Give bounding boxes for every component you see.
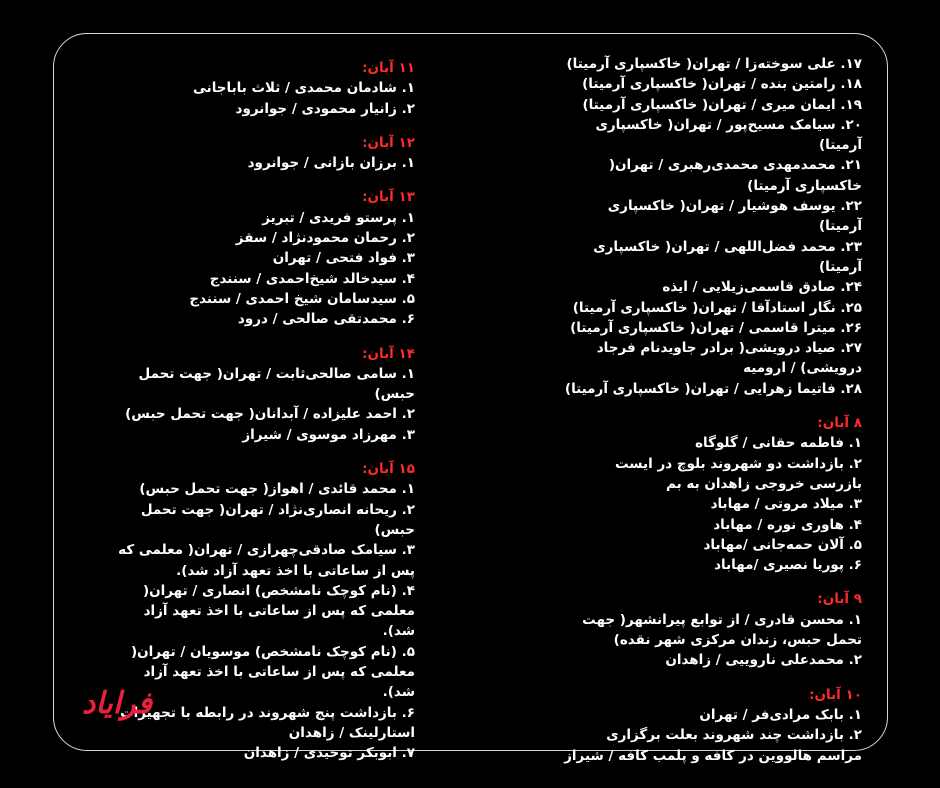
list-item: ۱۹. ایمان میری / تهران( خاکسپاری آرمیتا) bbox=[582, 96, 862, 113]
list-item: ۱. شادمان محمدی / ثلاث باباجانی bbox=[192, 80, 415, 97]
list-item: ۲۳. محمد فضل‌اللهی / تهران( خاکسپاری آرمیتا) bbox=[593, 238, 862, 275]
list-item: ۱. محمد قائدی / اهواز( جهت تحمل حبس) bbox=[139, 481, 415, 498]
section-aban-13 bbox=[115, 187, 415, 329]
section-title: ۸ آبان: bbox=[817, 415, 862, 432]
list-item: ۷. ابوبکر توحیدی / زاهدان bbox=[243, 745, 415, 762]
list-item: ۳. میلاد مروتی / مهاباد bbox=[710, 496, 862, 513]
list-item: ۳. فواد فتحی / تهران bbox=[272, 250, 415, 267]
list-item: ۵. (نام کوچک نامشخص) موسویان / تهران( معلمی که پس از ساعاتی با اخذ تعهد آزاد شد). bbox=[130, 643, 415, 701]
list-item: ۴. سیدخالد شیخ‌احمدی / سنندج bbox=[209, 270, 415, 287]
list-item: ۱. برزان بازانی / جوانرود bbox=[247, 155, 415, 172]
right-column bbox=[562, 54, 862, 780]
list-item: ۲. زانیار محمودی / جوانرود bbox=[235, 100, 415, 117]
list-item: ۵. آلان حمه‌جانی /مهاباد bbox=[703, 536, 862, 553]
list-item: ۱. پرستو فریدی / تبریز bbox=[262, 209, 415, 226]
section-aban-10 bbox=[562, 685, 862, 766]
list-item: ۵. سیدسامان شیخ احمدی / سنندج bbox=[189, 290, 415, 307]
list-item: ۲۵. نگار استادآقا / تهران( خاکسپاری آرمیتا) bbox=[572, 299, 862, 316]
list-item: ۴. (نام کوچک نامشخص) انصاری / تهران( معلمی که پس از ساعاتی با اخذ تعهد آزاد شد). bbox=[142, 582, 415, 640]
section-aban-15 bbox=[115, 459, 415, 763]
list-item: ۱. محسن قادری / از توابع پیرانشهر( جهت تحمل حبس، زندان مرکزی شهر نقده) bbox=[582, 611, 862, 649]
list-item: ۲. محمدعلی ناروییی / زاهدان bbox=[665, 652, 862, 669]
section-aban-8 bbox=[562, 413, 862, 575]
section-title: ۱۲ آبان: bbox=[362, 134, 415, 151]
list-continuation-17-28 bbox=[562, 54, 862, 399]
list-item: ۶. پوریا نصیری /مهاباد bbox=[714, 557, 862, 574]
list-item: ۱. فاطمه حقانی / گلوگاه bbox=[695, 435, 862, 452]
list-item: ۶. بازداشت پنج شهروند در رابطه با تجهیزات استارلینک / زاهدان bbox=[120, 704, 415, 741]
section-title: ۱۰ آبان: bbox=[809, 686, 862, 703]
list-item: ۲۰. سیامک مسیح‌پور / تهران( خاکسپاری آرمیتا) bbox=[595, 116, 862, 154]
list-item: ۲. رحمان محمودنژاد / سقز bbox=[235, 230, 415, 247]
section-aban-11 bbox=[115, 58, 415, 119]
section-title: ۱۱ آبان: bbox=[362, 60, 415, 76]
list-item: ۳. سیامک صادقی‌چهرازی / تهران( معلمی که پس از ساعاتی با اخذ تعهد آزاد شد). bbox=[118, 542, 415, 579]
list-item: ۴. هاوری نوره / مهاباد bbox=[713, 516, 862, 533]
list-item: ۳. مهرزاد موسوی / شیراز bbox=[242, 426, 415, 443]
list-item: ۲۷. صیاد درویشی( برادر جاویدنام فرجاد درویشی) / ارومیه bbox=[596, 340, 862, 377]
list-item: ۲. ریحانه انصاری‌نژاد / تهران( جهت تحمل حبس) bbox=[140, 501, 415, 538]
section-title: ۱۵ آبان: bbox=[362, 461, 415, 478]
list-item: ۶. محمدتقی صالحی / درود bbox=[237, 311, 415, 328]
list-item: ۲۸. فاتیما زهرایی / تهران( خاکسپاری آرمیتا) bbox=[564, 380, 862, 397]
list-item: ۱۸. رامتین بنده / تهران( خاکسپاری آرمیتا) bbox=[582, 76, 862, 93]
list-item: ۱۷. علی سوخته‌زا / تهران( خاکسپاری آرمیتا) bbox=[566, 56, 862, 72]
list-item: ۱. سامی صالحی‌ثابت / تهران( جهت تحمل حبس) bbox=[138, 365, 415, 403]
section-title: ۱۴ آبان: bbox=[362, 345, 415, 362]
section-aban-9 bbox=[562, 589, 862, 670]
list-item: ۲۶. میترا قاسمی / تهران( خاکسپاری آرمیتا) bbox=[570, 319, 862, 336]
list-item: ۲. بازداشت دو شهروند بلوچ در ایست بازرسی خروجی زاهدان به بم bbox=[615, 455, 862, 492]
list-item: ۲۴. صادق قاسمی‌زیلایی / ایذه bbox=[662, 279, 862, 296]
list-item: ۲. بازداشت چند شهروند بعلت برگزاری مراسم هالووین در کافه و پلمب کافه / شیراز bbox=[564, 727, 862, 764]
list-item: ۲. احمد علیزاده / آبدانان( جهت تحمل حبس) bbox=[125, 406, 415, 423]
section-title: ۱۳ آبان: bbox=[362, 189, 415, 206]
section-title: ۹ آبان: bbox=[817, 591, 862, 608]
list-item: ۱. بابک مرادی‌فر / تهران bbox=[699, 706, 862, 723]
left-column bbox=[115, 58, 415, 778]
section-aban-12 bbox=[115, 133, 415, 174]
list-item: ۲۱. محمدمهدی محمدی‌رهبری / تهران( خاکسپاری آرمیتا) bbox=[608, 157, 862, 194]
brand-logo: فرایاد bbox=[82, 686, 153, 721]
section-aban-14 bbox=[115, 344, 415, 445]
list-item: ۲۲. یوسف هوشیار / تهران( خاکسپاری آرمیتا) bbox=[607, 198, 862, 235]
